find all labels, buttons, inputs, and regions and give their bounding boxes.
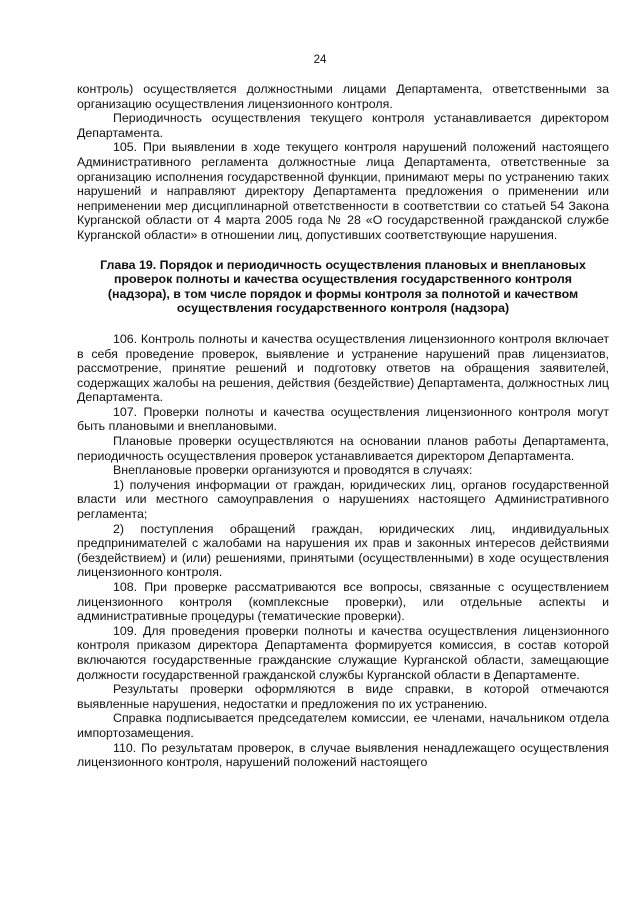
paragraph-108: 108. При проверке рассматриваются все вопросы, связанные с осуществлением лицензионного контроля (комплексные проверки), или отдельные аспекты и административные процедуры (тематические проверки).: [77, 580, 609, 624]
paragraph-107: 107. Проверки полноты и качества осуществления лицензионного контроля могут быть плановыми и внеплановыми.: [77, 404, 609, 434]
list-item: 2) поступления обращений граждан, юридических лиц, индивидуальных предпринимателей с жалобами на нарушения их прав и законных интересов действиями (бездействием) и (или) решениями, принятыми (осуществленными) в ходе осуществления лицензионного контроля.: [77, 521, 609, 580]
chapter-title: Глава 19. Порядок и периодичность осуществления плановых и внеплановых проверок полноты и качества осуществления государственного контроля (надзора), в том числе порядок и формы контроля за полнотой и качеством осуществления государственного контроля (надзора): [100, 257, 586, 316]
document-body: [77, 82, 609, 770]
list-item: 1) получения информации от граждан, юридических лиц, органов государственной власти или местного самоуправления о нарушениях настоящего Административного регламента;: [77, 477, 609, 522]
paragraph: Справка подписывается председателем комиссии, ее членами, начальником отдела импортозамещения.: [77, 711, 609, 740]
page-number: 24: [313, 54, 327, 66]
paragraph: Внеплановые проверки организуются и проводятся в случаях:: [113, 463, 473, 478]
paragraph: Результаты проверки оформляются в виде справки, в которой отмечаются выявленные нарушения, недостатки и предложения по их устранению.: [77, 682, 609, 711]
paragraph-110: 110. По результатам проверок, в случае выявления ненадлежащего осуществления лицензионного контроля, нарушений положений настоящего: [77, 740, 609, 770]
paragraph: Плановые проверки осуществляются на основании планов работы Департамента, периодичность осуществления проверок устанавливается директором Департамента.: [77, 434, 609, 463]
paragraph: Периодичность осуществления текущего контроля устанавливается директором Департамента.: [77, 111, 609, 140]
paragraph-continuation: контроль) осуществляется должностными лицами Департамента, ответственными за организацию осуществления лицензионного контроля.: [77, 82, 609, 111]
paragraph-109: 109. Для проведения проверки полноты и качества осуществления лицензионного контроля приказом директора Департамента формируется комиссия, в состав которой включаются государственные гражданские служащие Курганской области, замещающие должности государственной гражданской службы Курганской области в Департаменте.: [77, 623, 609, 682]
paragraph-106: 106. Контроль полноты и качества осуществления лицензионного контроля включает в себя проведение проверок, выявление и устранение нарушений прав лицензиатов, рассмотрение, принятие решений и подготовку ответов на обращения заявителей, содержащих жалобы на решения, действия (бездействие) Департамента, должностных лиц Департамента.: [77, 331, 609, 405]
paragraph-105: 105. При выявлении в ходе текущего контроля нарушений положений настоящего Административного регламента должностные лица Департамента, ответственные за организацию исполнения государственной функции, принимают меры по устранению таких нарушений и направляют директору Департамента предложения о применении или неприменении мер дисциплинарной ответственности в соответствии со статьей 54 Закона Курганской области от 4 марта 2005 года № 28 «О государственной гражданской службе Курганской области» в отношении лиц, допустивших соответствующие нарушения.: [77, 140, 609, 242]
